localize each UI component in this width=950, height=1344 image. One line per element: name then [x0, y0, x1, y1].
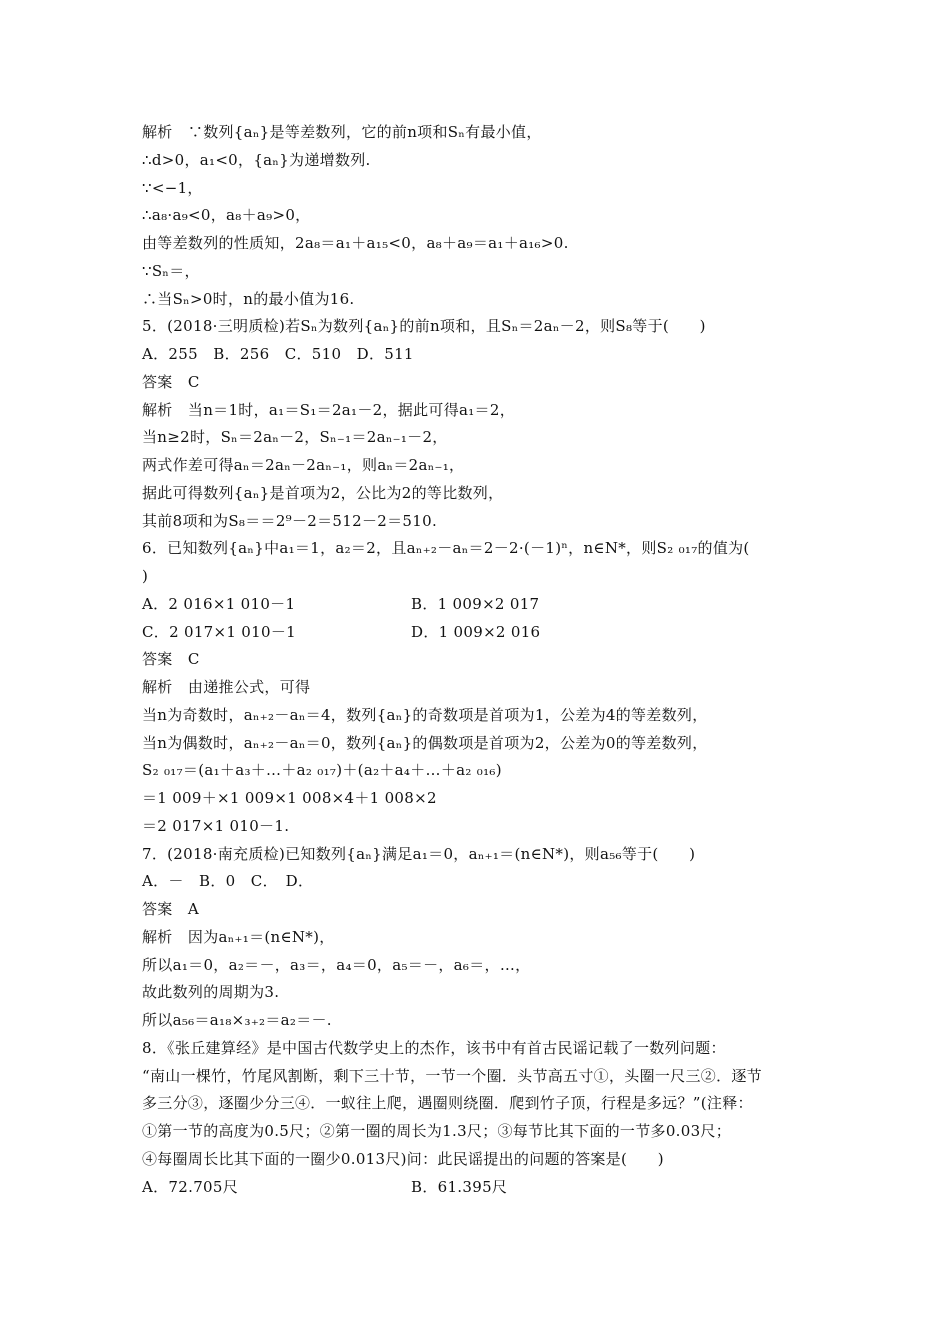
- text-line: S₂ ₀₁₇＝(a₁＋a₃＋…＋a₂ ₀₁₇)＋(a₂＋a₄＋…＋a₂ ₀₁₆): [142, 761, 502, 779]
- question-6-stem: 6．已知数列{aₙ}中a₁＝1，a₂＝2，且aₙ₊₂－aₙ＝2－2·(－1)ⁿ，n∈N*，则S₂ ₀₁₇的值为(: [142, 539, 750, 557]
- text-line: 两式作差可得aₙ＝2aₙ－2aₙ₋₁，则aₙ＝2aₙ₋₁，: [142, 456, 465, 474]
- question-6-option-d: D．1 009×2 016: [411, 623, 541, 641]
- text-line: ＝2 017×1 010－1.: [142, 817, 290, 835]
- question-6-option-a: A．2 016×1 010－1: [142, 595, 296, 613]
- text-line: 当n≥2时，Sₙ＝2aₙ－2，Sₙ₋₁＝2aₙ₋₁－2，: [142, 428, 448, 446]
- text-line: 由等差数列的性质知，2a₈＝a₁＋a₁₅<0，a₈＋a₉＝a₁＋a₁₆>0.: [142, 234, 569, 252]
- text-line: 当n为奇数时，aₙ₊₂－aₙ＝4，数列{aₙ}的奇数项是首项为1，公差为4的等差数列，: [142, 706, 708, 724]
- text-line: 解析 ∵数列{aₙ}是等差数列，它的前n项和Sₙ有最小值，: [142, 123, 542, 141]
- question-8-option-b: B．61.395尺: [411, 1178, 508, 1196]
- text-line: ∵Sₙ＝，: [142, 262, 200, 280]
- question-7-stem: 7．(2018·南充质检)已知数列{aₙ}满足a₁＝0，aₙ₊₁＝(n∈N*)，则a₅₆等于( ): [142, 845, 696, 863]
- text-line: 所以a₁＝0，a₂＝－，a₃＝，a₄＝0，a₅＝－，a₆＝，…，: [142, 956, 531, 974]
- question-6-option-c: C．2 017×1 010－1: [142, 623, 296, 641]
- text-line: 当n为偶数时，aₙ₊₂－aₙ＝0，数列{aₙ}的偶数项是首项为2，公差为0的等差数列，: [142, 734, 708, 752]
- question-8-stem: 8．《张丘建算经》是中国古代数学史上的杰作，该书中有首古民谣记载了一数列问题：: [142, 1039, 726, 1057]
- question-8-stem: “南山一棵竹，竹尾风割断，剩下三十节，一节一个圈．头节高五寸①，头圈一尺三②．逐节: [142, 1067, 762, 1085]
- text-line: ∵<−1，: [142, 179, 203, 197]
- question-5-options: A．255 B．256 C．510 D．511: [142, 345, 414, 363]
- text-line: 解析 因为aₙ₊₁＝(n∈N*)，: [142, 928, 335, 946]
- text-line: 所以a₅₆＝a₁₈×₃₊₂＝a₂＝－.: [142, 1011, 332, 1029]
- text-line: 据此可得数列{aₙ}是首项为2，公比为2的等比数列，: [142, 484, 504, 502]
- text-line: 解析 当n＝1时，a₁＝S₁＝2a₁－2，据此可得a₁＝2，: [142, 401, 515, 419]
- answer-label: 答案 C: [142, 650, 200, 668]
- question-8-stem: ①第一节的高度为0.5尺；②第一圈的周长为1.3尺；③每节比其下面的一节多0.03尺；: [142, 1122, 732, 1140]
- question-7-options: A．－ B．0 C． D．: [142, 872, 314, 890]
- question-8-option-a: A．72.705尺: [142, 1178, 239, 1196]
- question-8-stem: 多三分③，逐圈少分三④．一蚁往上爬，遇圈则绕圈．爬到竹子顶，行程是多远？”(注释：: [142, 1094, 753, 1112]
- text-line: 解析 由递推公式，可得: [142, 678, 311, 696]
- text-line: 故此数列的周期为3.: [142, 983, 280, 1001]
- question-8-stem: ④每圈周长比其下面的一圈少0.013尺)问：此民谣提出的问题的答案是( ): [142, 1150, 664, 1168]
- answer-label: 答案 C: [142, 373, 200, 391]
- question-5-stem: 5．(2018·三明质检)若Sₙ为数列{aₙ}的前n项和，且Sₙ＝2aₙ－2，则S₈等于( ): [142, 317, 706, 335]
- text-line: ∴a₈·a₉<0，a₈＋a₉>0，: [142, 206, 311, 224]
- text-line: 其前8项和为S₈＝＝2⁹－2＝512－2＝510.: [142, 512, 438, 530]
- question-6-stem-cont: ): [142, 567, 149, 585]
- text-line: ∴当Sₙ>0时，n的最小值为16.: [142, 290, 355, 308]
- answer-label: 答案 A: [142, 900, 200, 918]
- text-line: ＝1 009＋×1 009×1 008×4＋1 008×2: [142, 789, 437, 807]
- question-6-option-b: B．1 009×2 017: [411, 595, 540, 613]
- text-line: ∴d>0，a₁<0，{aₙ}为递增数列.: [142, 151, 371, 169]
